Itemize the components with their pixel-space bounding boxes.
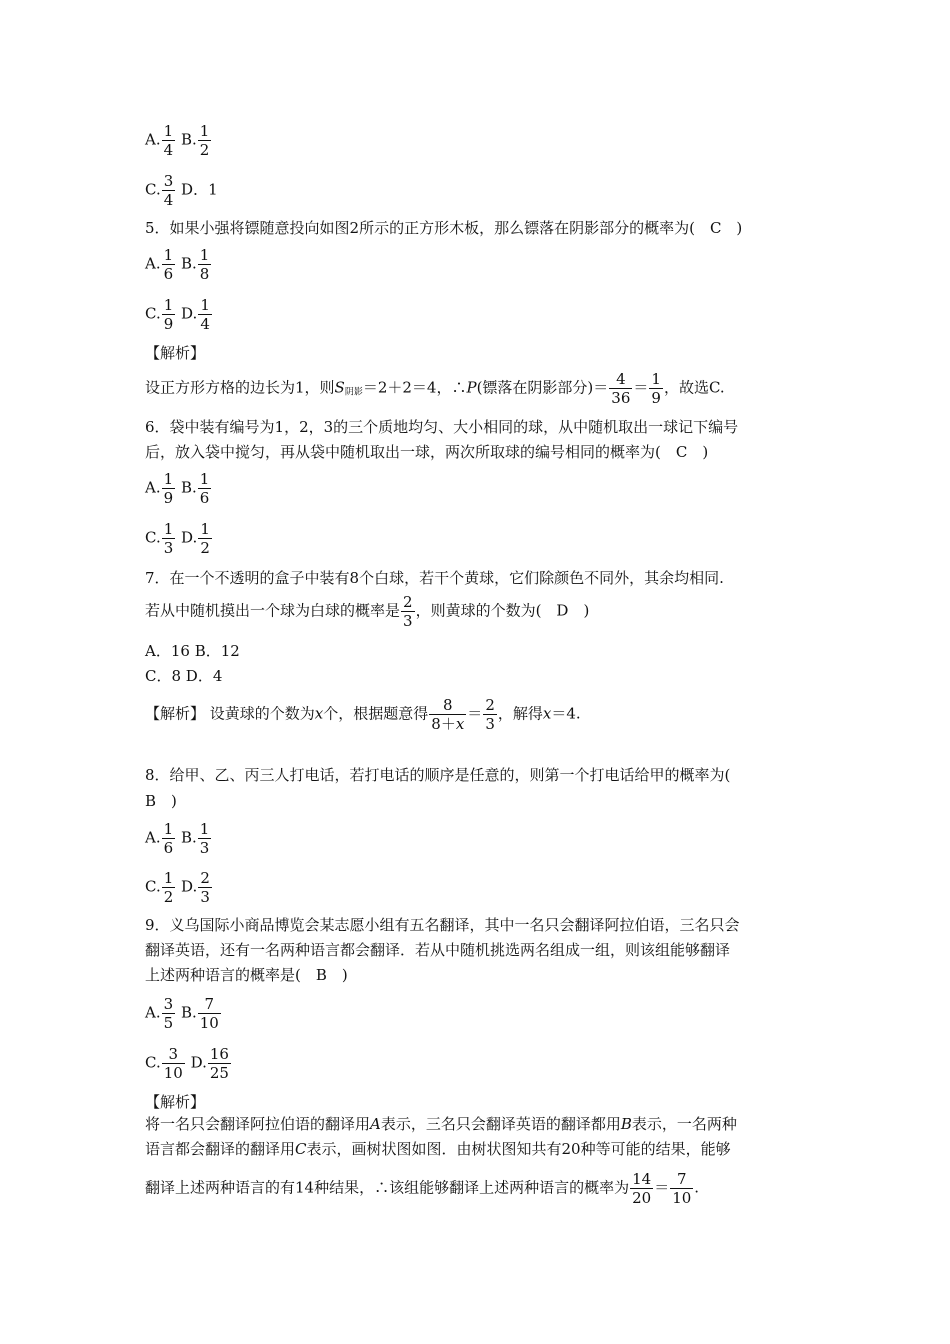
fraction: $\frac{1}{9}$ (163, 470, 174, 507)
fraction: $\frac{4}{36}$ (611, 370, 631, 407)
fraction: $\frac{1}{2}$ (163, 869, 174, 906)
q9-analysis-label: 【解析】 (145, 1093, 206, 1111)
fraction: $\frac{1}{2}$ (200, 520, 210, 557)
fraction: $\frac{7}{10}$ (672, 1170, 692, 1207)
q6-stem-line2: 后，放入袋中搅匀，再从袋中随机取出一球，两次所取球的编号相同的概率为( C ) (145, 443, 709, 461)
q9-solution-line3: 翻译上述两种语言的有14种结果，∴该组能够翻译上述两种语言的概率为 $\frac{14}{20}$ ＝ $\frac{7}{10}$ . (145, 1170, 700, 1207)
fraction: $\frac{1}{4}$ (200, 296, 210, 333)
fraction: $\frac{1}{3}$ (163, 520, 174, 557)
q9-solution-line2: 语言都会翻译的翻译用C表示，画树状图如图．由树状图知共有20种等可能的结果，能够 (145, 1140, 731, 1158)
q7-solution: 【解析】 设黄球的个数为x个，根据题意得 $\frac{8}{8+x}$ ＝ $\frac{2}{3}$ ，解得x＝4. (145, 696, 581, 733)
q9-stem-line1: 9．义乌国际小商品博览会某志愿小组有五名翻译，其中一名只会翻译阿拉伯语，三名只会 (145, 916, 740, 934)
fraction: $\frac{3}{10}$ (163, 1045, 183, 1082)
q7-stem-line2: 若从中随机摸出一个球为白球的概率是 $\frac{2}{3}$ ，则黄球的个数为( D ) (145, 593, 590, 630)
fraction: $\frac{14}{20}$ (632, 1170, 652, 1207)
q7-options-ab: A．16 B．12 (145, 642, 240, 660)
fraction: $\frac{1}{8}$ (199, 246, 210, 283)
fraction: $\frac{3}{4}$ (163, 172, 174, 209)
fraction: $\frac{1}{9}$ (651, 370, 661, 407)
fraction: $\frac{1}{6}$ (199, 470, 210, 507)
q5-options-ab: A. $\frac{1}{6}$ B. $\frac{1}{8}$ (145, 246, 210, 283)
q6-options-cd: C. $\frac{1}{3}$ D. $\frac{1}{2}$ (145, 520, 210, 557)
fraction: $\frac{8}{8+x}$ (431, 696, 465, 733)
q5-options-cd: C. $\frac{1}{9}$ D. $\frac{1}{4}$ (145, 296, 210, 333)
fraction: $\frac{1}{3}$ (199, 820, 210, 857)
fraction: $\frac{1}{9}$ (163, 296, 174, 333)
q9-stem-line2: 翻译英语，还有一名两种语言都会翻译．若从中随机挑选两名组成一组，则该组能够翻译 (145, 941, 731, 959)
q9-options-cd: C. $\frac{3}{10}$ D. $\frac{16}{25}$ (145, 1045, 229, 1082)
fraction: $\frac{1}{6}$ (163, 820, 174, 857)
fraction: $\frac{2}{3}$ (485, 696, 495, 733)
q8-stem-line1: 8．给甲、乙、丙三人打电话，若打电话的顺序是任意的，则第一个打电话给甲的概率为( (145, 766, 731, 784)
fraction: $\frac{3}{5}$ (163, 995, 174, 1032)
fraction: $\frac{1}{2}$ (199, 122, 210, 159)
fraction: $\frac{7}{10}$ (199, 995, 219, 1032)
q5-analysis-label: 【解析】 (145, 344, 206, 362)
q9-options-ab: A. $\frac{3}{5}$ B. $\frac{7}{10}$ (145, 995, 219, 1032)
fraction: $\frac{2}{3}$ (200, 869, 210, 906)
q4-options-cd: C. $\frac{3}{4}$ D．1 (145, 172, 218, 209)
q9-solution-line1: 将一名只会翻译阿拉伯语的翻译用A表示，三名只会翻译英语的翻译都用B表示，一名两种 (145, 1115, 737, 1133)
q5-solution: 设正方形方格的边长为1，则$S_{阴影}=2+2=4$，∴P(镖落在阴影部分)＝ $\frac{4}{36}$ ＝ $\frac{1}{9}$ ，故选C. (145, 370, 725, 407)
q8-stem-line2: B ) (145, 792, 177, 810)
q6-options-ab: A. $\frac{1}{9}$ B. $\frac{1}{6}$ (145, 470, 210, 507)
q5-stem: 5．如果小强将镖随意投向如图2所示的正方形木板，那么镖落在阴影部分的概率为( C ) (145, 219, 743, 237)
fraction: $\frac{1}{4}$ (163, 122, 174, 159)
q8-options-ab: A. $\frac{1}{6}$ B. $\frac{1}{3}$ (145, 820, 210, 857)
q7-stem-line1: 7．在一个不透明的盒子中装有8个白球，若干个黄球，它们除颜色不同外，其余均相同. (145, 569, 724, 587)
fraction: $\frac{1}{6}$ (163, 246, 174, 283)
fraction: $\frac{2}{3}$ (403, 593, 413, 630)
fraction: $\frac{16}{25}$ (209, 1045, 229, 1082)
q9-stem-line3: 上述两种语言的概率是( B ) (145, 966, 348, 984)
q4-options-ab: A. $\frac{1}{4}$ B. $\frac{1}{2}$ (145, 122, 210, 159)
q8-options-cd: C. $\frac{1}{2}$ D. $\frac{2}{3}$ (145, 869, 210, 906)
q7-options-cd: C．8 D．4 (145, 667, 223, 685)
q6-stem-line1: 6．袋中装有编号为1，2，3的三个质地均匀、大小相同的球，从中随机取出一球记下编号 (145, 418, 739, 436)
